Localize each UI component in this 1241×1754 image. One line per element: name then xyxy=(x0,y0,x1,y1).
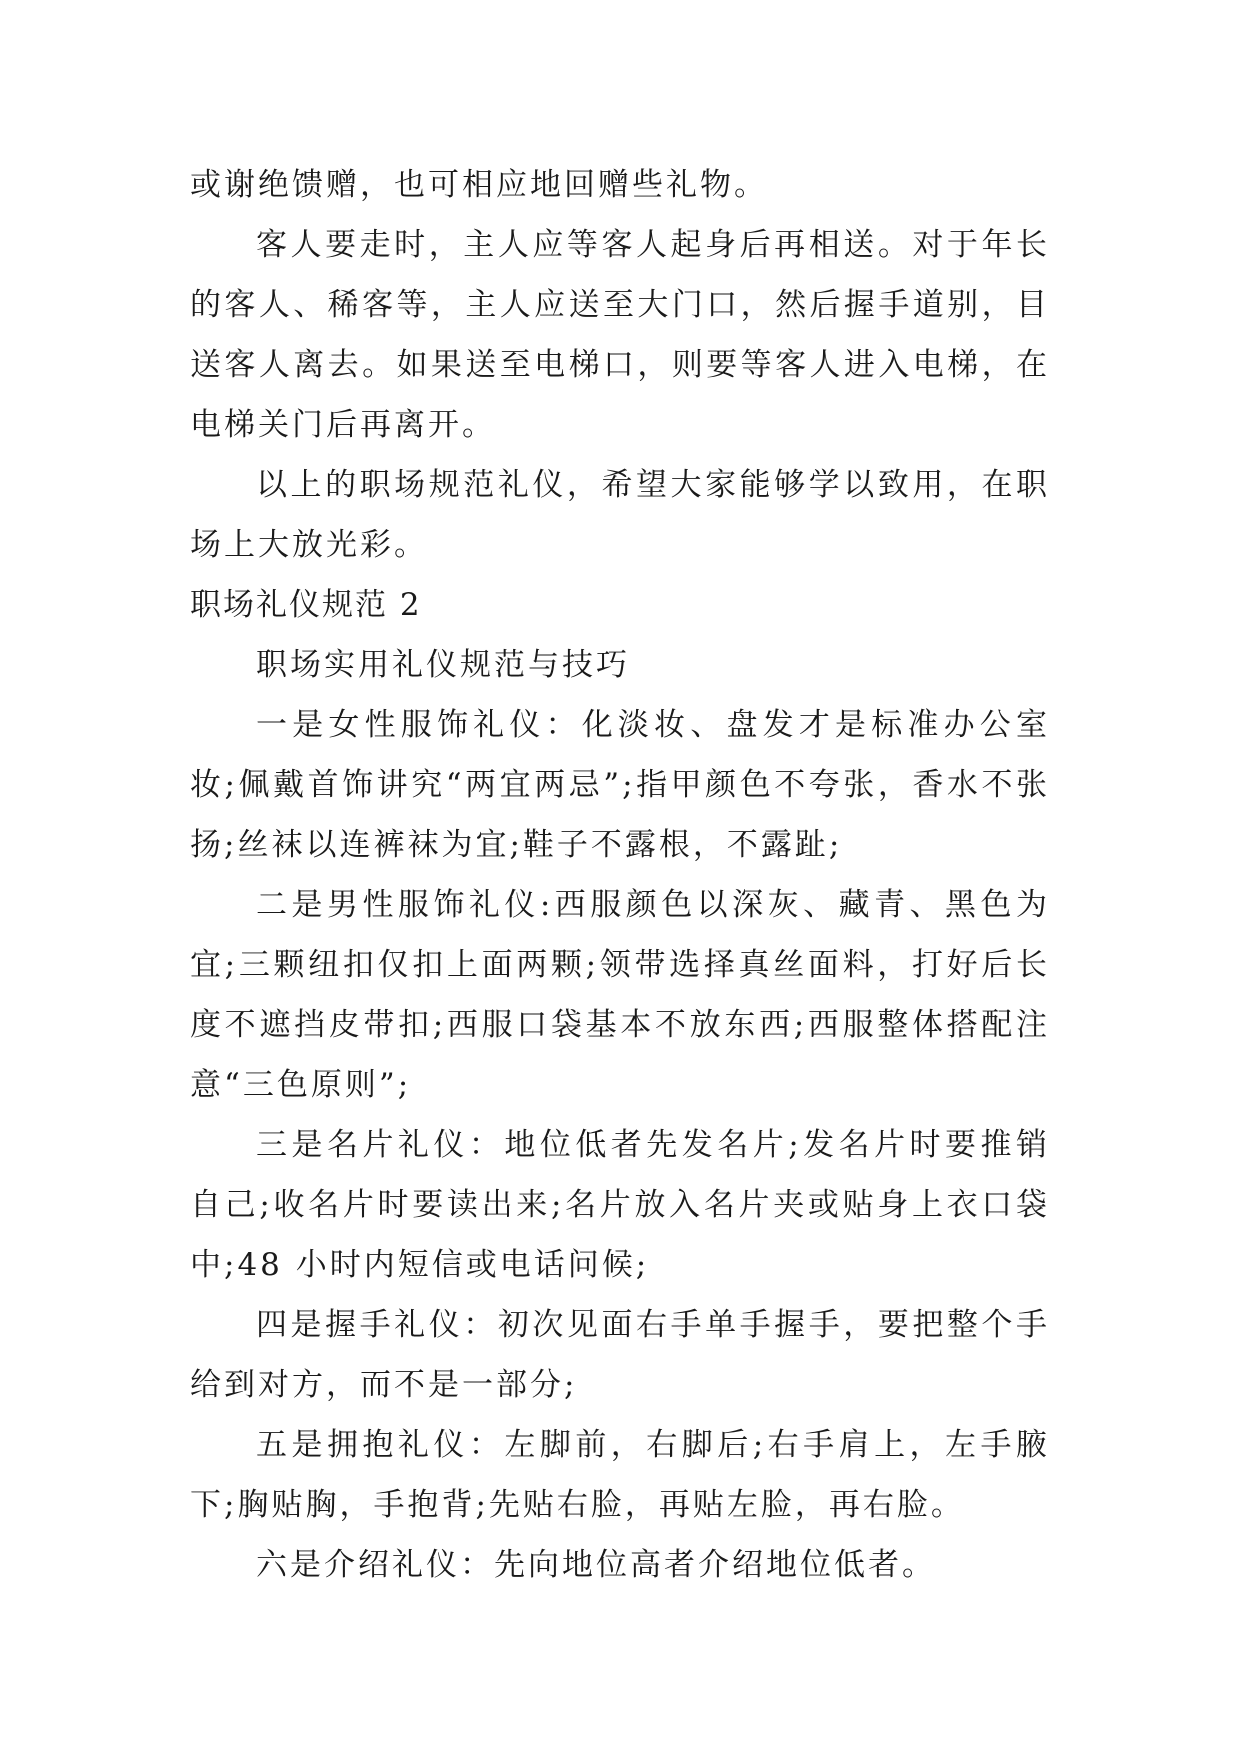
section-heading: 职场礼仪规范 2 xyxy=(190,587,422,623)
paragraph-handshake: 四是握手礼仪：初次见面右手单手握手，要把整个手给到对方，而不是一部分; xyxy=(190,1307,1050,1403)
document-page xyxy=(190,155,1050,1595)
paragraph-female-attire: 一是女性服饰礼仪：化淡妆、盘发才是标准办公室妆;佩戴首饰讲究“两宜两忌”;指甲颜色不夸张，香水不张扬;丝袜以连裤袜为宜;鞋子不露根，不露趾; xyxy=(190,707,1050,863)
paragraph-introduction: 六是介绍礼仪：先向地位高者介绍地位低者。 xyxy=(256,1547,936,1583)
paragraph-male-attire: 二是男性服饰礼仪:西服颜色以深灰、藏青、黑色为宜;三颗纽扣仅扣上面两颗;领带选择真丝面料，打好后长度不遮挡皮带扣;西服口袋基本不放东西;西服整体搭配注意“三色原则”; xyxy=(190,887,1050,1103)
paragraph-conclusion: 以上的职场规范礼仪，希望大家能够学以致用，在职场上大放光彩。 xyxy=(190,467,1050,563)
paragraph-business-card: 三是名片礼仪：地位低者先发名片;发名片时要推销自己;收名片时要读出来;名片放入名片夹或贴身上衣口袋中;48 小时内短信或电话问候; xyxy=(190,1127,1050,1283)
paragraph-hug: 五是拥抱礼仪：左脚前，右脚后;右手肩上，左手腋下;胸贴胸，手抱背;先贴右脸，再贴左脸，再右脸。 xyxy=(190,1427,1050,1523)
paragraph-continuation: 或谢绝馈赠，也可相应地回赠些礼物。 xyxy=(190,167,768,203)
paragraph-guest-farewell: 客人要走时，主人应等客人起身后再相送。对于年长的客人、稀客等，主人应送至大门口，然后握手道别，目送客人离去。如果送至电梯口，则要等客人进入电梯，在电梯关门后再离开。 xyxy=(190,227,1050,443)
subsection-title: 职场实用礼仪规范与技巧 xyxy=(256,647,630,683)
